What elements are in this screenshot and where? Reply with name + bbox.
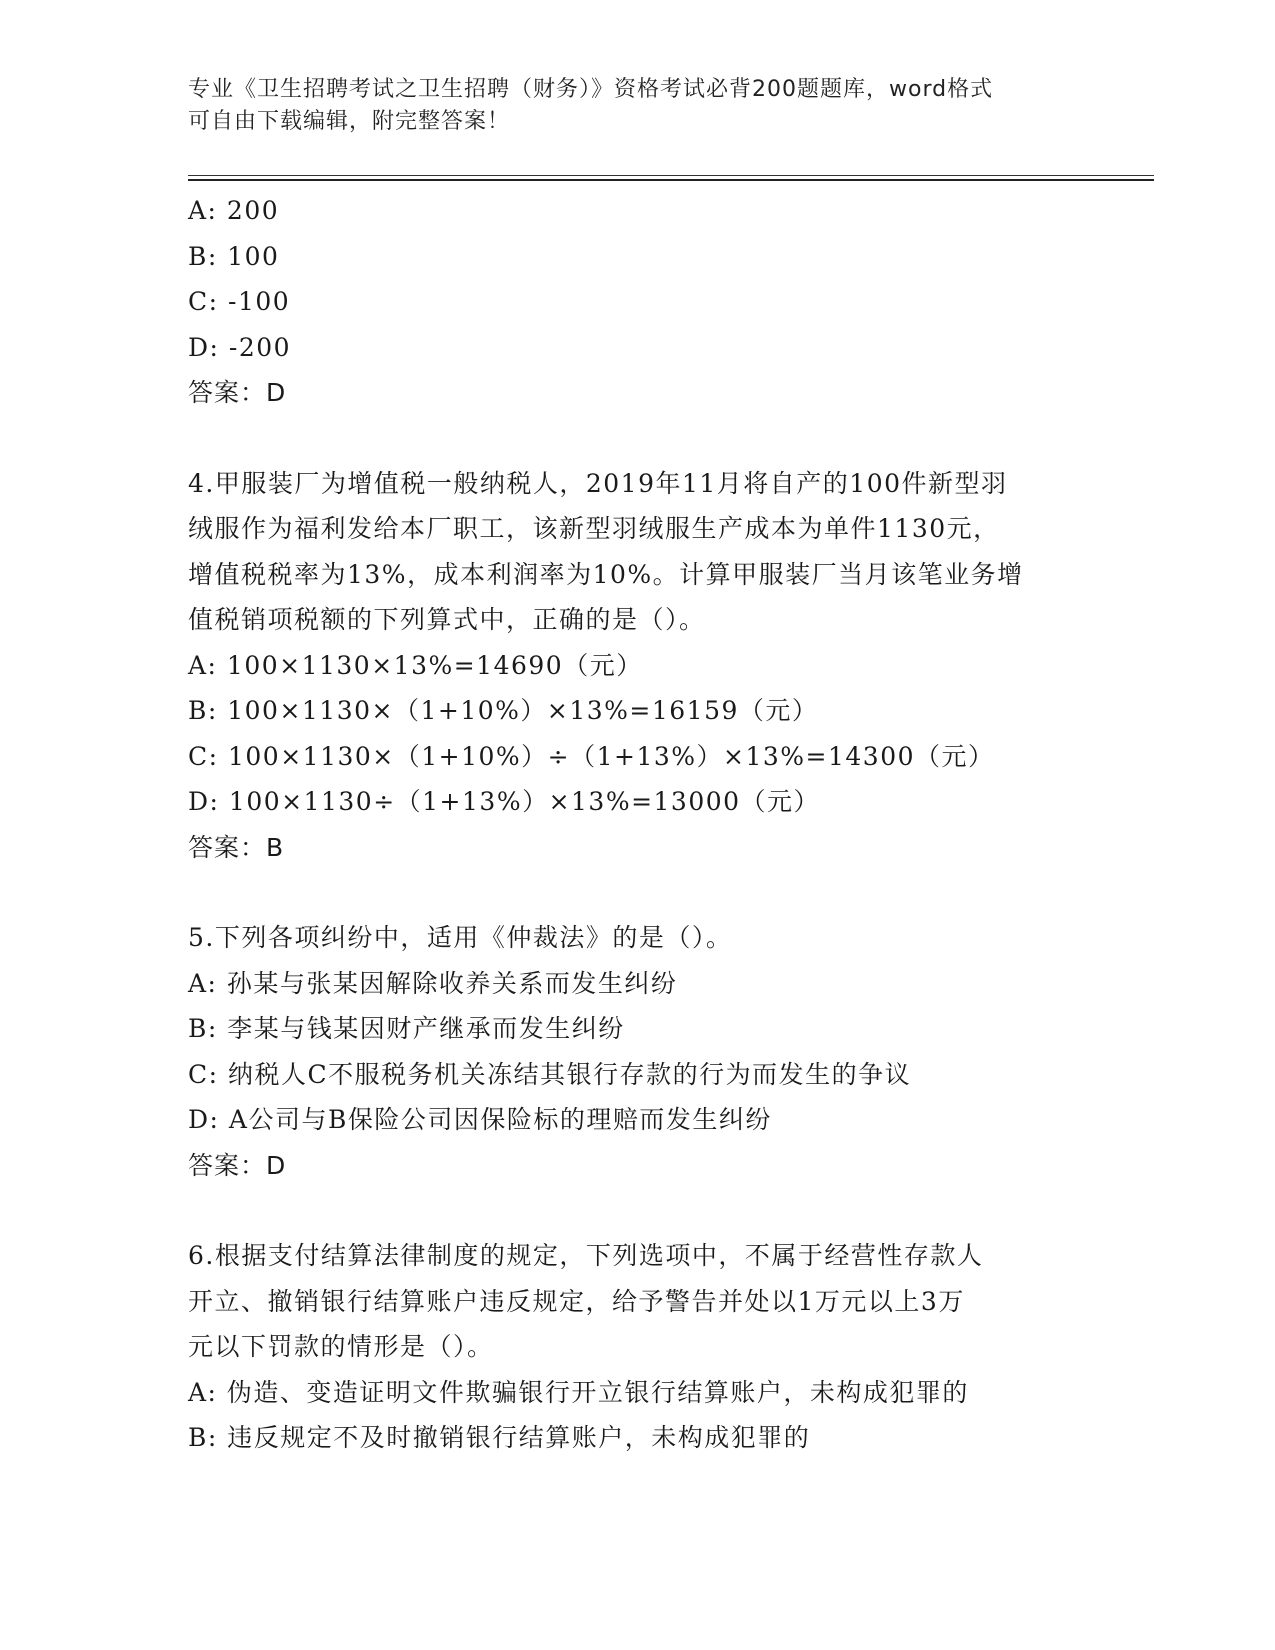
- spacer: [188, 870, 1088, 915]
- q6-option-b: B: 违反规定不及时撤销银行结算账户，未构成犯罪的: [188, 1423, 811, 1452]
- q4-stem-line-4: 值税销项税额的下列算式中，正确的是（）。: [188, 605, 706, 634]
- q5-answer: 答案：D: [188, 1150, 287, 1180]
- q6-stem-line-2: 开立、撤销银行结算账户违反规定，给予警告并处以1万元以上3万: [188, 1286, 965, 1316]
- q4-option-a: A: 100×1130×13%=14690（元）: [188, 650, 643, 680]
- q5-option-b: B: 李某与钱某因财产继承而发生纠纷: [188, 1014, 625, 1043]
- header-divider-thin: [188, 175, 1154, 176]
- question-4: [188, 461, 1088, 871]
- q3-option-b: B: 100: [188, 241, 280, 271]
- document-header: [188, 74, 1068, 138]
- question-3: [188, 188, 1088, 416]
- q5-option-a: A: 孙某与张某因解除收养关系而发生纠纷: [188, 968, 678, 998]
- header-title-line-1: 专业《卫生招聘考试之卫生招聘（财务）》资格考试必背200题题库，word格式: [188, 77, 994, 102]
- spacer: [188, 416, 1088, 461]
- question-5: [188, 915, 1088, 1188]
- spacer: [188, 1188, 1088, 1233]
- q5-option-c: C: 纳税人C不服税务机关冻结其银行存款的行为而发生的争议: [188, 1059, 912, 1089]
- header-title-line-2: 可自由下载编辑，附完整答案！: [188, 109, 511, 134]
- header-divider-thick: [188, 179, 1154, 181]
- q4-option-c: C: 100×1130×（1+10%）÷（1+13%）×13%=14300（元）: [188, 741, 995, 771]
- q4-option-d: D: 100×1130÷（1+13%）×13%=13000（元）: [188, 787, 821, 816]
- q4-stem-line-2: 绒服作为福利发给本厂职工，该新型羽绒服生产成本为单件1130元，: [188, 514, 1000, 543]
- q5-option-d: D: A公司与B保险公司因保险标的理赔而发生纠纷: [188, 1105, 772, 1134]
- q4-stem-line-3: 增值税税率为13%，成本利润率为10%。计算甲服装厂当月该笔业务增: [188, 559, 1024, 589]
- q4-answer: 答案：B: [188, 832, 285, 862]
- q3-option-d: D: -200: [188, 332, 292, 362]
- q4-option-b: B: 100×1130×（1+10%）×13%=16159（元）: [188, 696, 819, 725]
- question-6: [188, 1233, 1088, 1461]
- q3-option-c: C: -100: [188, 287, 291, 316]
- q4-stem-line-1: 4.甲服装厂为增值税一般纳税人，2019年11月将自产的100件新型羽: [188, 468, 1008, 498]
- q3-answer: 答案：D: [188, 378, 287, 407]
- q6-stem-line-1: 6.根据支付结算法律制度的规定，下列选项中，不属于经营性存款人: [188, 1241, 984, 1270]
- q3-option-a: A: 200: [188, 196, 280, 225]
- question-list: [188, 188, 1088, 1461]
- q6-option-a: A: 伪造、变造证明文件欺骗银行开立银行结算账户，未构成犯罪的: [188, 1377, 969, 1407]
- q6-stem-line-3: 元以下罚款的情形是（）。: [188, 1332, 494, 1361]
- q5-stem-line-1: 5.下列各项纠纷中，适用《仲裁法》的是（）。: [188, 923, 733, 952]
